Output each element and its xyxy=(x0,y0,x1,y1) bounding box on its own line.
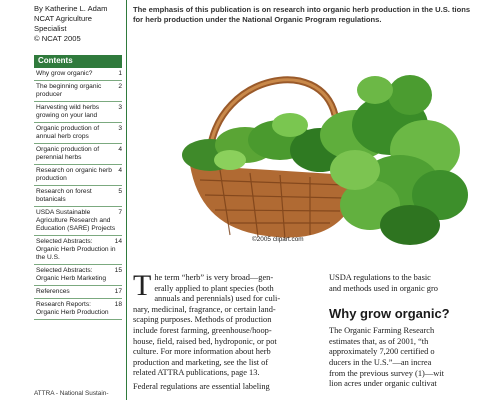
paragraph-line: annuals and perennials) used for culi- xyxy=(154,294,281,304)
section-heading: Why grow organic? xyxy=(329,306,450,322)
paragraph-line: lion acres under organic cultivat xyxy=(329,379,437,389)
paragraph-line: ducers in the U.S.”—an increa xyxy=(329,357,432,367)
contents-heading: Contents xyxy=(34,55,122,68)
toc-page: 7 xyxy=(118,209,122,216)
photo-credit: ©2005 clipart.com xyxy=(252,236,304,243)
toc-page: 17 xyxy=(114,288,122,295)
toc-item[interactable] xyxy=(34,265,122,286)
toc-item[interactable] xyxy=(34,102,122,123)
column-divider xyxy=(126,0,127,400)
herb-basket-photo xyxy=(170,55,470,260)
toc-page: 4 xyxy=(118,167,122,174)
toc-label: Research Reports: Organic Herb Production xyxy=(36,301,109,316)
toc-item[interactable] xyxy=(34,207,122,236)
toc-label: Organic production of annual herb crops xyxy=(36,125,100,140)
paragraph-line: estimates that, as of 2001, “th xyxy=(329,336,429,346)
toc-item[interactable] xyxy=(34,286,122,299)
toc-label: Harvesting wild herbs growing on your land xyxy=(36,104,100,119)
toc-item[interactable] xyxy=(34,299,122,320)
basket-body xyxy=(190,165,350,238)
paragraph-line: related ATTRA publications, page 13. xyxy=(133,368,260,378)
contents-box xyxy=(34,55,122,320)
toc-label: Selected Abstracts: Organic Herb Production in the U.S. xyxy=(36,238,116,261)
toc-page: 15 xyxy=(114,267,122,274)
sidebar-footnote: ATTRA - National Sustain- xyxy=(34,390,109,397)
toc-page: 18 xyxy=(114,301,122,308)
paragraph-line: approximately 7,200 certified o xyxy=(329,347,435,357)
paragraph-line: culture. For more information about herb xyxy=(133,347,271,357)
toc-label: References xyxy=(36,288,70,295)
toc-label: Research on organic herb production xyxy=(36,167,112,182)
toc-label: Why grow organic? xyxy=(36,70,93,77)
paragraph-line: production and marketing, see the list of xyxy=(133,357,269,367)
toc-item[interactable] xyxy=(34,81,122,102)
toc-page: 1 xyxy=(118,70,122,77)
toc-item[interactable] xyxy=(34,123,122,144)
toc-page: 14 xyxy=(114,238,122,245)
toc-label: The beginning organic producer xyxy=(36,83,102,98)
toc-item[interactable] xyxy=(34,165,122,186)
toc-label: USDA Sustainable Agriculture Research and Education (SARE) Projects xyxy=(36,209,116,232)
paragraph-line: include forest farming, greenhouse/hoop- xyxy=(133,325,272,335)
paragraph-line: erally applied to plant species (both xyxy=(154,283,274,293)
intro-text: The emphasis of this publication is on research into organic herb production in the U.S. tions for herb production under the National Organic Program regulations. xyxy=(133,5,471,24)
toc-item[interactable] xyxy=(34,236,122,265)
byline xyxy=(34,4,107,44)
sidebar xyxy=(0,0,125,400)
paragraph-line: The Organic Farming Research xyxy=(329,326,435,336)
paragraph-line: from the previous survey (1)—wit xyxy=(329,368,444,378)
toc-page: 5 xyxy=(118,188,122,195)
toc-label: Selected Abstracts: Organic Herb Marketing xyxy=(36,267,106,282)
toc-page: 4 xyxy=(118,146,122,153)
toc-label: Organic production of perennial herbs xyxy=(36,146,100,161)
toc-label: Research on forest botanicals xyxy=(36,188,92,203)
body-column-1 xyxy=(133,269,315,393)
paragraph-line: house, field, raised bed, hydroponic, or pot xyxy=(133,336,277,346)
toc-page: 3 xyxy=(118,104,122,111)
toc-item[interactable] xyxy=(34,68,122,81)
paragraph-line: scaping purposes. Methods of production xyxy=(133,315,272,325)
paragraph-line: USDA regulations to the basic xyxy=(329,273,431,282)
author-role-2: Specialist xyxy=(34,24,67,33)
table-of-contents xyxy=(34,68,122,320)
author: By Katherine L. Adam xyxy=(34,4,108,13)
paragraph-line: he term “herb” is very broad—gen- xyxy=(154,273,274,282)
body-column-2 xyxy=(329,273,489,390)
copyright: © NCAT 2005 xyxy=(34,34,81,43)
toc-page: 2 xyxy=(118,83,122,90)
paragraph-line: nary, medicinal, fragrance, or certain land- xyxy=(133,304,276,314)
paragraph-line: Federal regulations are essential labeling xyxy=(133,381,270,391)
author-role: NCAT Agriculture xyxy=(34,14,92,23)
toc-item[interactable] xyxy=(34,144,122,165)
toc-page: 3 xyxy=(118,125,122,132)
paragraph-line: and methods used in organic gro xyxy=(329,283,438,293)
drop-cap: T xyxy=(133,269,152,302)
toc-item[interactable] xyxy=(34,186,122,207)
